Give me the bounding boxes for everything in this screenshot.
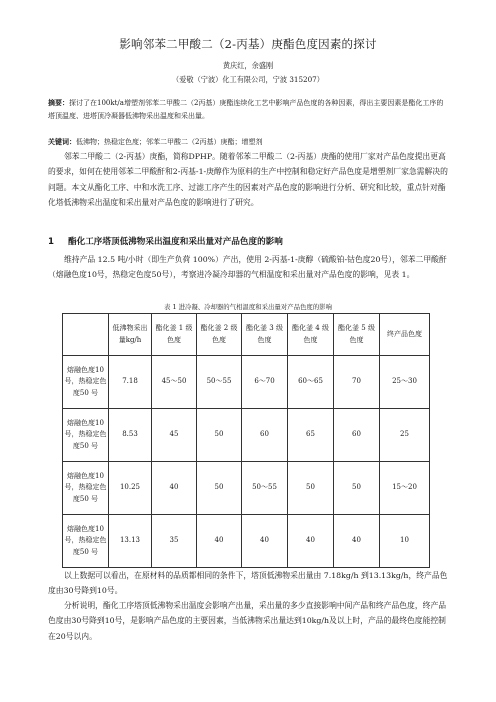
table-header-row (63, 314, 430, 356)
table-cell: 13.13 (109, 515, 152, 568)
table-cell: 60 (334, 409, 380, 462)
table-cell: 50～55 (197, 356, 242, 409)
table-cell: 70 (334, 356, 380, 409)
section-heading (48, 235, 283, 247)
intro-paragraph: 邻苯二甲酸二（2-丙基）庚酯，简称DPHP。随着邻苯二甲酸二（2-丙基）庚酯的使用厂家对产品色度提出更高的要求，如何在使用邻苯二甲酸酐和2-丙基-1-庚醇作为原料的生产中控制和稳定好产品色度是增塑剂厂家急需解决的问题。本文从酯化工序、中和水洗工序、过滤工序产生的因素对产品色度的影响进行分析、研究和比较，重点针对酯化塔低沸物采出温度和采出量对产品色度的影响进行了研究。 (48, 152, 448, 208)
table-row (63, 462, 430, 515)
table-cell: 熔融色度10 号，热稳定色度50 号 (63, 409, 109, 462)
affiliation: （爱敬（宁波）化工有限公司，宁波 315207） (172, 75, 324, 84)
table-cell: 7.18 (109, 356, 152, 409)
table-cell: 50 (197, 409, 242, 462)
table-cell: 45 (152, 409, 197, 462)
paper-title: 影响邻苯二甲酸二（2-丙基）庚酯色度因素的探讨 (119, 37, 377, 51)
header-cell: 酯化釜 1 级色度 (152, 314, 197, 356)
abstract (48, 97, 448, 122)
header-cell: 低沸物采出量kg/h (109, 314, 152, 356)
analysis-paragraph: 分析说明，酯化工序塔顶低沸物采出温度会影响产出量，采出量的多少直接影响中间产品和终产品色度，终产品色度由30号降到10号，是影响产品色度的主要因素，当低沸物采出量达到10kg/h及以上时，产品的最终色度能控制在20号以内。 (48, 601, 447, 641)
abstract-text: 探讨了在100kt/a增塑剂邻苯二甲酸二（2丙基）庚酯连续化工艺中影响产品色度的各种因素，得出主要因素是酯化工序的塔顶温度、进塔顶冷凝器低沸物采出温度和采出量。 (48, 99, 444, 120)
table-row (63, 356, 430, 409)
table-cell: 40 (152, 462, 197, 515)
table-row (63, 515, 430, 568)
table-cell: 45～50 (152, 356, 197, 409)
table-cell: 8.53 (109, 409, 152, 462)
table-cell: 40 (334, 515, 380, 568)
section-paragraph: 维持产品 12.5 吨/小时（即生产负荷 100%）产出，使用 2-丙基-1-庚醇（硫酸铂-钴色度20号），邻苯二甲酸酐（熔融色度10号，热稳定色度50号），考察进冷凝冷却器的气相温度和采出量对产品色度的影响，见表 1。 (48, 255, 447, 280)
table-row (63, 409, 430, 462)
table-cell: 40 (197, 515, 242, 568)
after-table-paragraph: 以上数据可以看出，在原材料的品质都相同的条件下，塔顶低沸物采出量由 7.18kg/h 到13.13kg/h，终产品色度由30号降到10号。 (48, 571, 448, 596)
table-cell: 25 (380, 409, 430, 462)
section-title: 酯化工序塔顶低沸物采出温度和采出量对产品色度的影响 (68, 237, 283, 247)
header-cell: 酯化釜 4 级色度 (288, 314, 334, 356)
table-cell: 10 (380, 515, 430, 568)
table-cell: 50 (334, 462, 380, 515)
abstract-label: 摘要： (48, 99, 69, 107)
table-cell: 10.25 (109, 462, 152, 515)
table-cell: 熔融色度10 号，热稳定色度50 号 (63, 356, 109, 409)
table-cell: 25～30 (380, 356, 430, 409)
authors: 黄庆红，余盛刚 (222, 61, 274, 70)
table-cell: 6～70 (242, 356, 288, 409)
header-cell (63, 314, 109, 356)
keywords (48, 136, 448, 148)
table-cell: 50～55 (242, 462, 288, 515)
table-cell: 35 (152, 515, 197, 568)
table-cell: 60～65 (288, 356, 334, 409)
header-cell: 终产品色度 (380, 314, 430, 356)
table-cell: 熔融色度10 号，热稳定色度50 号 (63, 462, 109, 515)
table-cell: 65 (288, 409, 334, 462)
table-cell: 40 (242, 515, 288, 568)
table-cell: 熔融色度10 号，热稳定色度50 号 (63, 515, 109, 568)
keywords-label: 关键词： (48, 138, 76, 146)
header-cell: 酯化釜 2 级色度 (197, 314, 242, 356)
table-caption: 表 1 进冷凝、冷却器的气相温度和采出量对产品色度的影响 (164, 303, 332, 311)
keywords-text: 低沸物；热稳定色度；邻苯二甲酸二（2丙基）庚酯；增塑剂 (76, 138, 263, 146)
section-number: 1 (48, 237, 54, 247)
header-cell: 酯化釜 3 级色度 (242, 314, 288, 356)
table-cell: 15～20 (380, 462, 430, 515)
table-cell: 50 (288, 462, 334, 515)
table-cell: 50 (197, 462, 242, 515)
header-cell: 酯化釜 5 级色度 (334, 314, 380, 356)
table-cell: 60 (242, 409, 288, 462)
table-cell: 40 (288, 515, 334, 568)
data-table (62, 313, 430, 568)
